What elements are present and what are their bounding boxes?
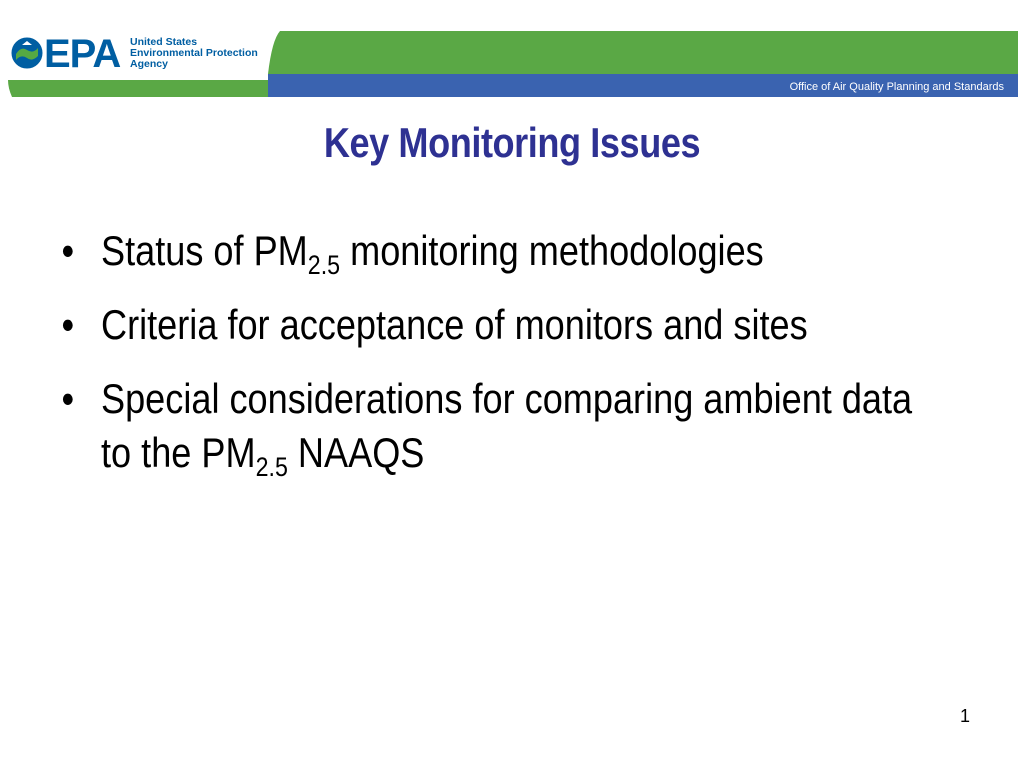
header-banner <box>0 0 1024 100</box>
subscript: 2.5 <box>255 452 288 482</box>
bullet-marker: • <box>61 301 75 348</box>
bullet-text: Status of PM <box>101 227 308 274</box>
office-name: Office of Air Quality Planning and Standards <box>789 81 1004 93</box>
page-number: 1 <box>959 706 970 726</box>
bullet-text: NAAQS <box>287 429 425 476</box>
epa-acronym: EPA <box>44 32 121 76</box>
epa-seal-icon <box>10 36 44 70</box>
bullet-list <box>58 224 918 500</box>
bullet-item <box>58 224 918 278</box>
bullet-text: Criteria for acceptance of monitors and sites <box>101 301 808 348</box>
agency-name-line: United States <box>130 36 198 48</box>
agency-name <box>130 37 258 70</box>
bullet-item <box>58 298 918 352</box>
agency-name-line: Agency <box>130 58 168 70</box>
bullet-item <box>58 372 918 480</box>
slide-title: Key Monitoring Issues <box>323 119 701 166</box>
subscript: 2.5 <box>307 250 341 280</box>
epa-logo <box>10 32 270 76</box>
agency-name-line: Environmental Protection <box>130 47 258 59</box>
bullet-marker: • <box>61 227 75 274</box>
bullet-text: monitoring methodologies <box>340 227 764 274</box>
bullet-text: Special considerations for comparing ambient data to the PM <box>101 375 913 476</box>
bullet-marker: • <box>61 375 75 422</box>
